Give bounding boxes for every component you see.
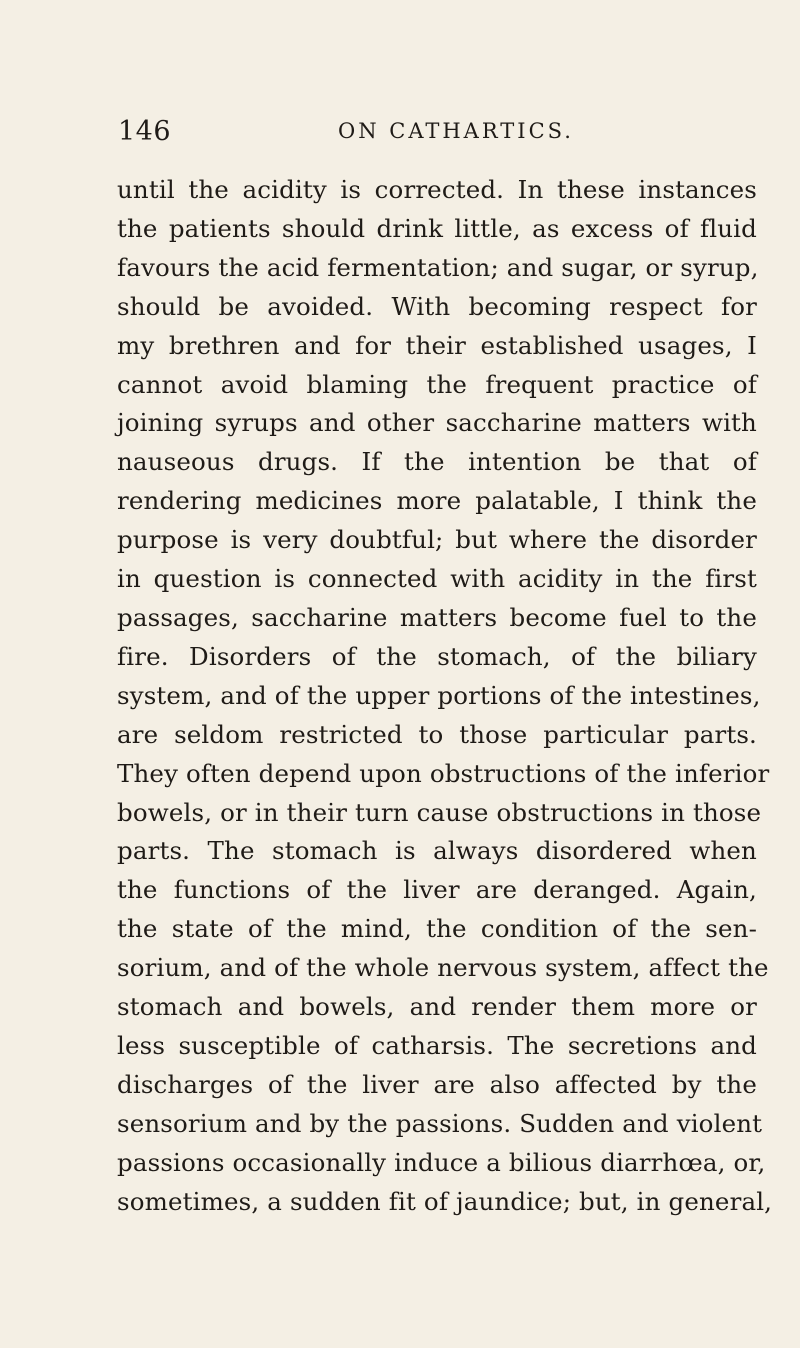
running-head: ON CATHARTICS. (338, 119, 574, 143)
text-line: the state of the mind, the condition of the sen- (117, 914, 757, 944)
text-line: nauseous drugs. If the intention be that of (117, 447, 757, 477)
text-line: are seldom restricted to those particular parts. (117, 719, 757, 749)
text-line: in question is connected with acidity in the first (117, 564, 757, 594)
text-line: rendering medicines more palatable, I think the (117, 486, 757, 516)
text-line: sorium, and of the whole nervous system, affect the (117, 953, 769, 983)
text-line: parts. The stomach is always disordered when (117, 836, 757, 866)
text-line: stomach and bowels, and render them more or (117, 992, 757, 1022)
text-line: system, and of the upper portions of the intestines, (117, 680, 761, 710)
text-line: less susceptible of catharsis. The secretions and (117, 1030, 757, 1060)
text-line: should be avoided. With becoming respect for (117, 291, 757, 321)
page-number: 146 (118, 116, 172, 147)
text-line: until the acidity is corrected. In these instances (117, 175, 757, 204)
text-line: sensorium and by the passions. Sudden and violent (117, 1108, 763, 1138)
text-line: favours the acid fermentation; and sugar, or syrup, (117, 252, 759, 282)
text-line: joining syrups and other saccharine matters with (117, 408, 757, 438)
text-line: the patients should drink little, as excess of fluid (117, 213, 757, 243)
text-line: fire. Disorders of the stomach, of the biliary (117, 641, 757, 671)
text-line: bowels, or in their turn cause obstructions in those (117, 797, 762, 827)
text-line: passages, saccharine matters become fuel to the (117, 602, 757, 632)
text-line: sometimes, a sudden fit of jaundice; but, in general, (117, 1186, 773, 1216)
text-line: cannot avoid blaming the frequent practice of (117, 369, 757, 399)
text-line: the functions of the liver are deranged. Again, (117, 875, 757, 905)
text-line: purpose is very doubtful; but where the disorder (117, 525, 757, 555)
text-line: They often depend upon obstructions of the inferior (117, 758, 770, 788)
text-line: passions occasionally induce a bilious diarrhœa, or, (117, 1147, 766, 1177)
body-text (117, 171, 773, 1221)
page-header (118, 116, 758, 152)
text-line: my brethren and for their established usages, I (117, 330, 757, 360)
text-line: discharges of the liver are also affected by the (117, 1069, 757, 1099)
